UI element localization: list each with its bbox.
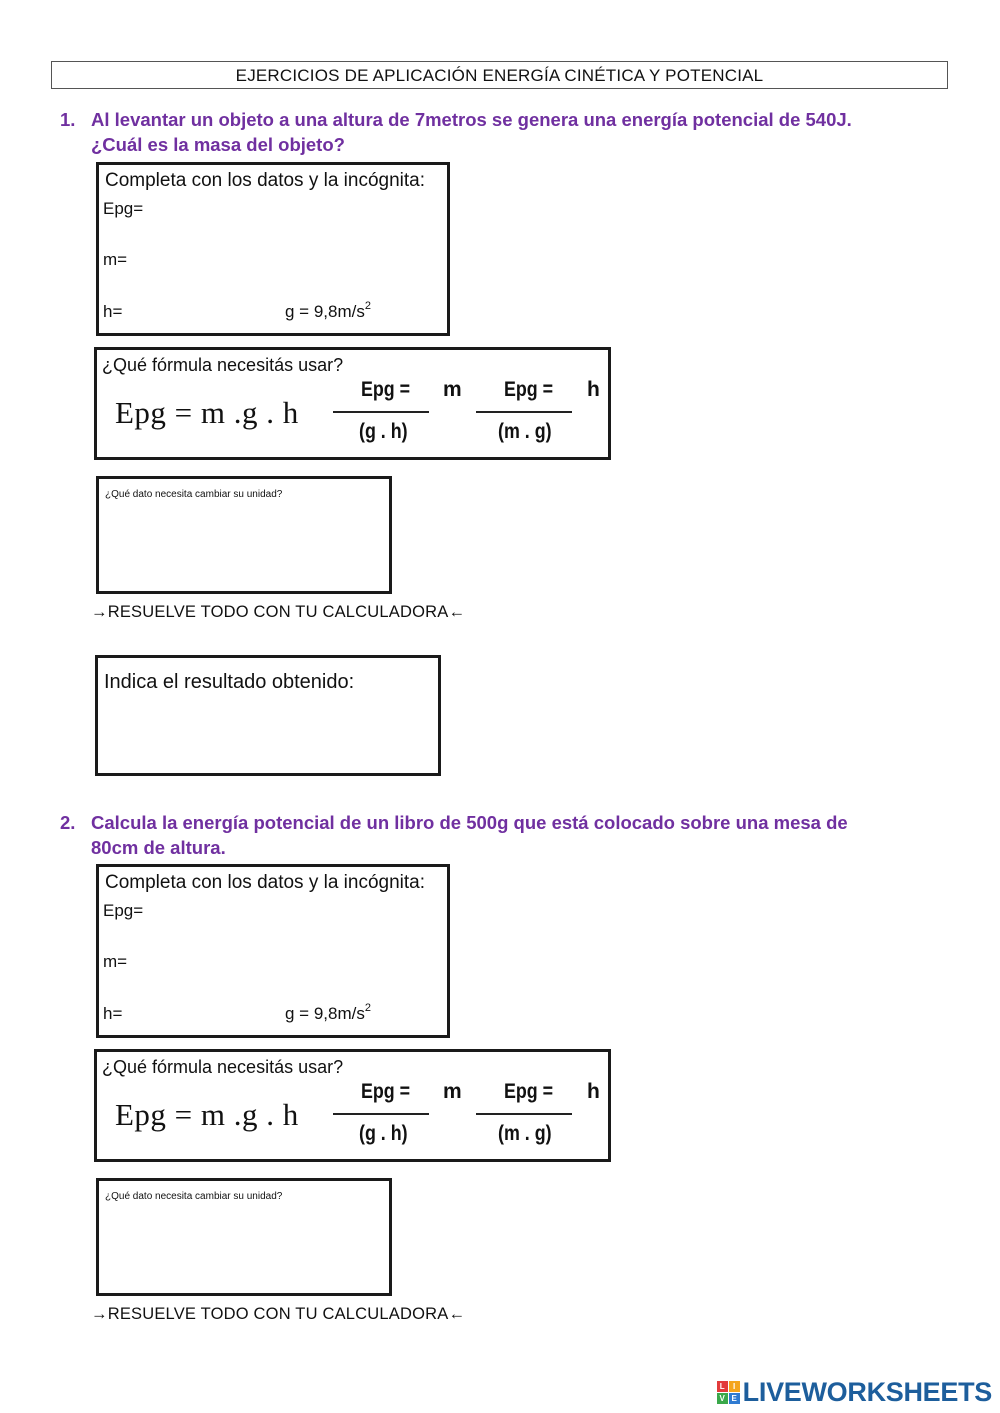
liveworksheets-logo-icon: L I V E bbox=[717, 1381, 740, 1404]
exercise-1-unit-box[interactable] bbox=[96, 476, 392, 594]
exercise-1-formula-box: ¿Qué fórmula necesitás usar? Epg = m .g . h Epg = m (g . h) Epg = h (m . g) bbox=[94, 347, 611, 460]
exercise-2-unit-box[interactable] bbox=[96, 1178, 392, 1296]
exercise-1-resolve-instruction: →RESUELVE TODO CON TU CALCULADORA← bbox=[91, 603, 466, 621]
gravity-value: $g = 9,8m/s^2$ bbox=[285, 300, 371, 321]
exercise-1-number: 1. bbox=[60, 109, 76, 130]
exercise-2-formula-box: ¿Qué fórmula necesitás usar? Epg = m .g . h Epg = m (g . h) Epg = h (m . g) bbox=[94, 1049, 611, 1162]
exercise-2-data-box[interactable] bbox=[96, 864, 450, 1038]
epg-label: Epg= bbox=[103, 199, 144, 218]
mass-label: m= bbox=[103, 250, 128, 269]
worksheet-title: EJERCICIOS DE APLICACIÓN ENERGÍA CINÉTICA Y POTENCIAL bbox=[51, 61, 948, 89]
epg-label: Epg= bbox=[103, 901, 144, 920]
height-label: h= bbox=[103, 302, 123, 321]
exercise-2-question-line-2: 80cm de altura. bbox=[91, 837, 226, 858]
exercise-1-result-box[interactable] bbox=[95, 655, 441, 776]
exercise-1-data-box[interactable] bbox=[96, 162, 450, 336]
formula-heading: ¿Qué fórmula necesitás usar? bbox=[102, 355, 344, 375]
unit-box-heading: ¿Qué dato necesita cambiar su unidad? bbox=[105, 489, 283, 500]
data-box-heading: Completa con los datos y la incógnita: bbox=[105, 872, 426, 893]
height-label: h= bbox=[103, 1004, 123, 1023]
liveworksheets-logo[interactable] bbox=[717, 1377, 992, 1407]
gravity-value: $g = 9,8m/s^2$ bbox=[285, 1002, 371, 1023]
exercise-2-question-line-1: Calcula la energía potencial de un libro de 500g que está colocado sobre una mesa de bbox=[91, 812, 848, 833]
exercise-1-question-line-2: ¿Cuál es la masa del objeto? bbox=[91, 134, 345, 155]
liveworksheets-logo-text: LIVEWORKSHEETS bbox=[742, 1376, 992, 1407]
formula-heading: ¿Qué fórmula necesitás usar? bbox=[102, 1057, 344, 1077]
potential-energy-formula: Epg = m .g . h bbox=[115, 395, 299, 430]
mass-label: m= bbox=[103, 952, 128, 971]
result-box-heading: Indica el resultado obtenido: bbox=[104, 671, 355, 693]
exercise-1-question-line-1: Al levantar un objeto a una altura de 7metros se genera una energía potencial de 540J. bbox=[91, 109, 852, 130]
potential-energy-formula: Epg = m .g . h bbox=[115, 1097, 299, 1132]
data-box-heading: Completa con los datos y la incógnita: bbox=[105, 170, 426, 191]
exercise-2-resolve-instruction: →RESUELVE TODO CON TU CALCULADORA← bbox=[91, 1305, 466, 1323]
unit-box-heading: ¿Qué dato necesita cambiar su unidad? bbox=[105, 1191, 283, 1202]
exercise-2-number: 2. bbox=[60, 812, 76, 833]
